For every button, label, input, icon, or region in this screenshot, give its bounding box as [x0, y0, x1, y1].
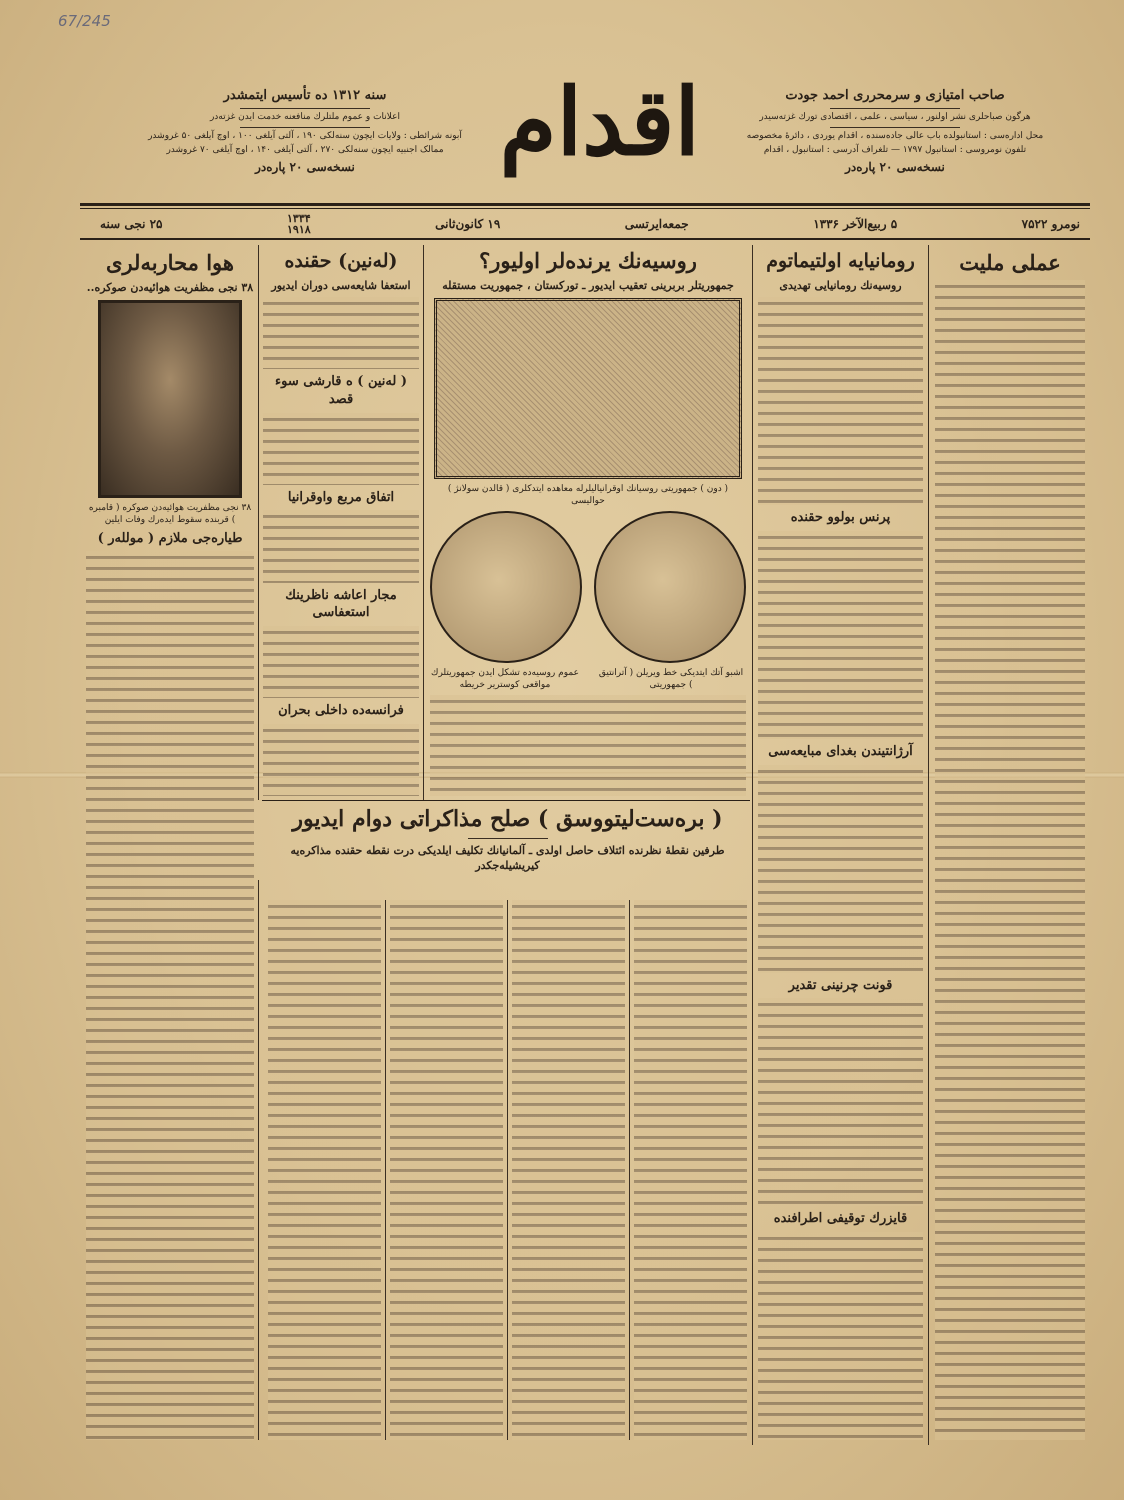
article-body [263, 413, 419, 485]
column-divider [507, 900, 508, 1440]
subhead-hungarian-minister: مجار اعاشه ناظرینك استعفاسی [285, 587, 397, 621]
globe-captions [430, 667, 746, 691]
issue-number: نومرو ۷۵۲۲ [1021, 217, 1080, 231]
article-body [263, 297, 419, 369]
column-divider [258, 880, 259, 1440]
article-body-amali-milliyet [935, 280, 1085, 1440]
dateline [100, 212, 1080, 236]
weekday: جمعه‌ایرتسی [624, 217, 689, 231]
subhead-prince-bulow: پرنس بولوو حقنده [790, 510, 891, 526]
column-air-battles [86, 250, 254, 1440]
headline-romania-ultimatum: رومانیایه اولتیماتوم [766, 250, 915, 272]
owner-calligraphy: صاحب امتیازی و سرمحرری احمد جودت [785, 88, 1005, 103]
rumi-date: ۱۹ کانون‌ثانی [435, 217, 501, 231]
telephone-telegraph: تلفون نومروسی : استانبول ۱۷۹۷ — تلغراف آدرسی : استانبول ، اقدام [763, 145, 1027, 156]
dateline-rule [80, 238, 1090, 240]
masthead-rule [80, 203, 1090, 206]
article-body [758, 1232, 923, 1440]
headline-amali-milliyet: عملی ملیت [959, 250, 1061, 275]
price-left: نسخه‌سی ۲۰ پاره‌در [255, 159, 355, 174]
column-russia [430, 248, 746, 796]
archive-mark: 67/245 [58, 12, 111, 30]
column-divider [928, 245, 929, 1445]
column-amali-milliyet [935, 250, 1085, 1440]
subhead-caillaux: قایزرك توقیفی اطرافنده [773, 1211, 908, 1227]
subtitle-brest-litovsk: طرفین نقطهٔ نظرنده ائتلاف حاصل اولدی ـ آلمانیانك تکلیف ایلدیکی درت نقطه حقنده مذاکره‌یه کیریشیله‌جکدر [290, 843, 725, 872]
subhead-quadruple-alliance-ukraine: اتفاق مربع واوقرانیا [287, 489, 395, 505]
article-body-russia [430, 695, 746, 796]
column-divider [423, 245, 424, 800]
year-rumi: ۱۳۳۴ [287, 212, 311, 225]
ornament-rule [468, 838, 548, 839]
column-divider [258, 245, 259, 800]
map-caption: ( دون ) جمهوریتی روسیانك اوقرانیالیلرله معاهده ایتدکلری ( قالدن سولانژ ) حوالیسی [447, 483, 729, 506]
subtitle-air-battles: ۳۸ نجی مظفریت هوائیه‌دن صوکره.. [86, 281, 254, 295]
subhead-france-crisis: فرانسه‌ده داخلی بحران [278, 703, 404, 719]
photo-caption: ۳۸ نجی مظفریت هوائیه‌دن صوکره ( قامبره ) قربنده سقوط ایده‌رك وفات ایلین [88, 502, 252, 525]
subscription-domestic: آبونه شرائطی : ولایات ایچون سنه‌لکی ۱۹۰ ، آلتی آیلغی ۱۰۰ ، اوچ آیلغی ۵۰ غروشدر [148, 131, 462, 142]
article-body-romania [758, 297, 923, 505]
headline-russia: روسیه‌نك یرنده‌لر اولیور؟ [479, 248, 697, 273]
headline-lenin: (له‌نین) حقنده [284, 250, 398, 272]
article-body [758, 765, 923, 973]
column-lenin [263, 250, 419, 796]
pilot-portrait-photo [98, 300, 242, 498]
article-body-brest [512, 900, 625, 1440]
article-body [263, 510, 419, 582]
subtitle-romania: روسیه‌نك رومانیایی تهدیدی [779, 278, 902, 292]
masthead-rule-thin [80, 208, 1090, 209]
column-divider [752, 245, 753, 1445]
globe-map-right [594, 511, 746, 663]
brest-header [265, 806, 750, 873]
year-gregorian: ۱۹۱۸ [287, 223, 311, 236]
volume-year: ۲۵ نجی سنه [100, 217, 163, 231]
article-body [263, 626, 419, 698]
globe-map-left [430, 511, 582, 663]
russia-map [434, 298, 742, 479]
article-body-brest [634, 900, 747, 1440]
column-divider [629, 900, 630, 1440]
headline-brest-litovsk: ( بره‌ست‌لیتووسق ) صلح مذاکراتی دوام ایدیور [292, 806, 723, 832]
article-body [758, 998, 923, 1206]
column-divider [385, 900, 386, 1440]
subhead-argentina-wheat: آرژانتیندن بغدای مبایعه‌سی [768, 743, 913, 759]
masthead-right [705, 86, 1085, 177]
office-address: محل اداره‌سی : استانبولده باب عالی جاده‌سنده ، اقدام یوردی ، دائرهٔ مخصوصه [746, 131, 1044, 142]
masthead-right-line1: هرگون صباحلری نشر اولنور ، سیاسی ، علمی ، اقتصادی تورك غزته‌سیدر [759, 112, 1031, 123]
masthead-left [105, 86, 505, 177]
article-body [263, 724, 419, 796]
column-romania [758, 250, 923, 1440]
article-body-brest [390, 900, 503, 1440]
subscription-foreign: ممالک اجنبیه ایچون سنه‌لکی ۲۷۰ ، آلتی آیلغی ۱۴۰ ، اوچ آیلغی ۷۰ غروشدر [166, 145, 444, 156]
subhead-lenin-assassination: ( له‌نین ) ه قارشی سوء قصد [274, 374, 407, 407]
hijri-date: ۵ ربیع‌الآخر ۱۳۳۶ [813, 217, 898, 231]
globe-row [430, 511, 746, 663]
article-body-air-battles [86, 551, 254, 1440]
headline-air-battles: هوا محاربه‌لری [106, 250, 234, 275]
subtitle-russia: جمهوریتلر بربرینی تعقیب ایدیور ـ تورکستان ، جمهوریت مستقله [442, 279, 734, 293]
masthead-logo: اقدام [499, 68, 700, 176]
article-body [758, 531, 923, 739]
year [287, 213, 311, 235]
section-rule [262, 800, 750, 801]
globe-caption-left: عموم روسیه‌ده تشکل ایدن جمهوریتلرك مواقعی کوستریر خریطه [431, 667, 579, 691]
subtitle-lenin: استعفا شایعه‌سی دوران ایدیور [271, 278, 411, 292]
article-body-brest [268, 900, 381, 1440]
pilot-name: طیاره‌جی ملازم ( مولله‌ر ) [97, 530, 243, 546]
subhead-czernin: قونت چرنینی تقدیر [788, 977, 893, 993]
founding-calligraphy: سنه ۱۳۱۲ ده تأسیس ایتمشدر [223, 88, 387, 103]
globe-caption-right: اشبو آتك ایتدیکی خط ویریلن ( آترانتیق ) جمهوریتی [598, 667, 744, 691]
price-right: نسخه‌سی ۲۰ پاره‌در [845, 159, 945, 174]
masthead-left-line1: اعلانات و عموم ملتلرك منافعنه خدمت ایدن غزته‌در [209, 112, 401, 123]
